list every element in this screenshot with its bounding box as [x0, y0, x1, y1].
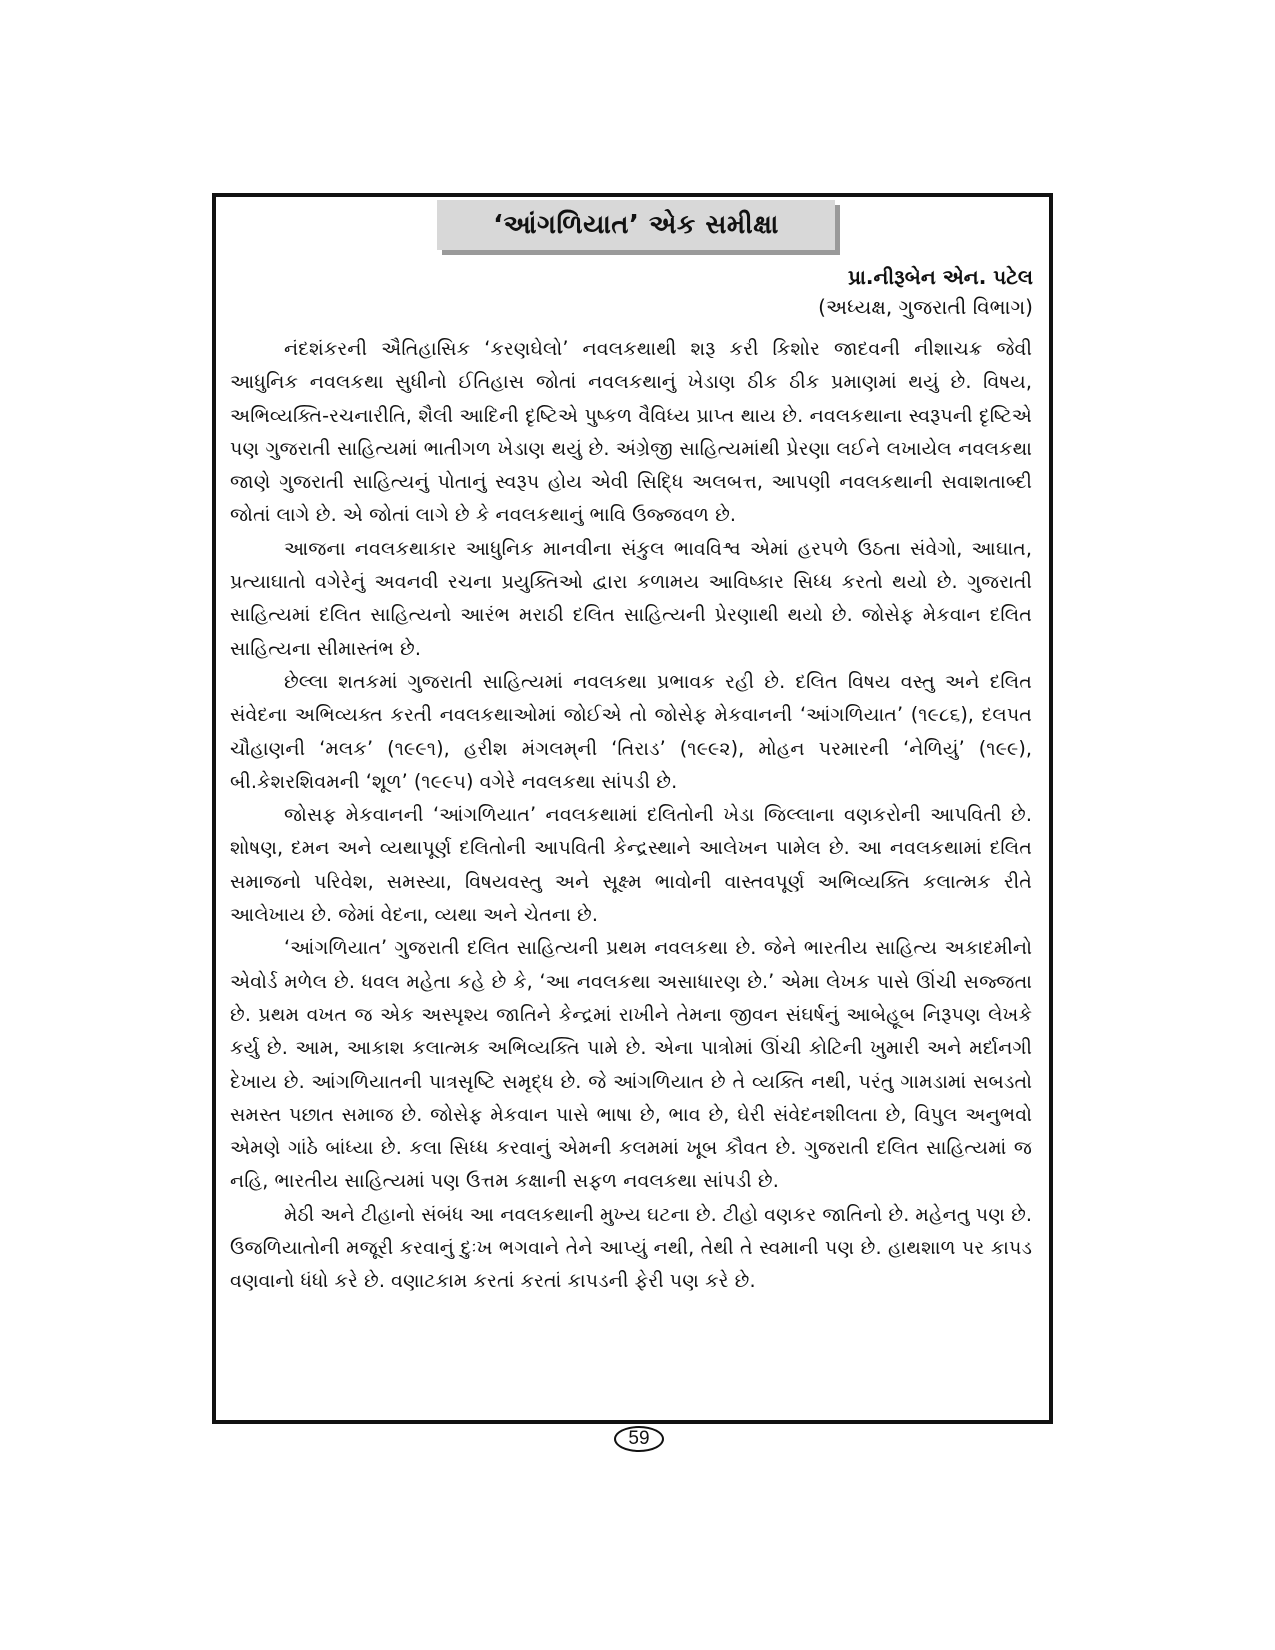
- author-department: (અધ્યક્ષ, ગુજરાતી વિભાગ): [818, 295, 1033, 319]
- title-banner: [437, 200, 835, 250]
- paragraph: છેલ્લા શતકમાં ગુજરાતી સાહિત્યમાં નવલકથા પ્રભાવક રહી છે. દલિત વિષય વસ્તુ અને દલિત સંવેદના અભિવ્યક્ત કરતી નવલકથાઓમાં જોઈએ તો જોસેફ મેકવાનની ‘આંગળિયાત’ (૧૯૮૬), દલપત ચૌહાણની ‘મલક’ (૧૯૯૧), હરીશ મંગલમ્‌ની ‘તિરાડ’ (૧૯૯૨), મોહન પરમારની ‘નેળિયું’ (૧૯૯), બી.કેશરશિવમની ‘શૂળ’ (૧૯૯૫) વગેરે નવલકથા સાંપડી છે.: [230, 669, 1032, 793]
- page-number: 59: [614, 1426, 664, 1452]
- paragraph: જોસફ મેકવાનની ‘આંગળિયાત’ નવલકથામાં દલિતોની ખેડા જિલ્લાના વણકરોની આપવિતી છે. શોષણ, દમન અને વ્યથાપૂર્ણ દલિતોની આપવિતી કેન્દ્રસ્થાને આલેખન પામેલ છે. આ નવલકથામાં દલિત સમાજનો પરિવેશ, સમસ્યા, વિષયવસ્તુ અને સૂક્ષ્મ ભાવોની વાસ્તવપૂર્ણ અભિવ્યક્તિ કલાત્મક રીતે આલેખાય છે. જેમાં વેદના, વ્યથા અને ચેતના છે.: [230, 803, 1032, 927]
- article-title: ‘આંગળિયાત’ એક સમીક્ષા: [493, 209, 779, 240]
- article-body: [230, 332, 1032, 1298]
- paragraph: ‘આંગળિયાત’ ગુજરાતી દલિત સાહિત્યની પ્રથમ નવલકથા છે. જેને ભારતીય સાહિત્ય અકાદમીનો એવોર્ડ મળેલ છે. ધવલ મહેતા કહે છે કે, ‘આ નવલકથા અસાધારણ છે.’ એમા લેખક પાસે ઊંચી સજ્જતા છે. પ્રથમ વખત જ એક અસ્પૃશ્ય જાતિને કેન્દ્રમાં રાખીને તેમના જીવન સંઘર્ષનું આબેહૂબ નિરૂપણ લેખકે કર્યુ છે. આમ, આકાશ કલાત્મક અભિવ્યક્તિ પામે છે. એના પાત્રોમાં ઊંચી કોટિની ખુમારી અને મર્દાનગી દેખાય છે. આંગળિયાતની પાત્રસૃષ્ટિ સમૃદ્ધ છે. જે આંગળિયાત છે તે વ્યક્તિ નથી, પરંતુ ગામડામાં સબડતો સમસ્ત પછાત સમાજ છે. જોસેફ મેકવાન પાસે ભાષા છે, ભાવ છે, ઘેરી સંવેદનશીલતા છે, વિપુલ અનુભવો એમણે ગાંઠે બાંધ્યા છે. કલા સિધ્ધ કરવાનું એમની કલમમાં ખૂબ કૌવત છે. ગુજરાતી દલિત સાહિત્યમાં જ નહિ, ભારતીય સાહિત્યમાં પણ ઉત્તમ કક્ષાની સફળ નવલકથા સાંપડી છે.: [230, 936, 1032, 1193]
- paragraph: નંદશંકરની ઐતિહાસિક ‘કરણઘેલો’ નવલકથાથી શરૂ કરી કિશોર જાદવની નીશાચક્ર જેવી આધુનિક નવલકથા સુધીનો ઈતિહાસ જોતાં નવલકથાનું ખેડાણ ઠીક ઠીક પ્રમાણમાં થયું છે. વિષય, અભિવ્યક્તિ-રચનારીતિ, શૈલી આદિની દૃષ્ટિએ પુષ્કળ વૈવિધ્ય પ્રાપ્ત થાય છે. નવલકથાના સ્વરૂપની દૃષ્ટિએ પણ ગુજરાતી સાહિત્યમાં ભાતીગળ ખેડાણ થયું છે. અંગ્રેજી સાહિત્યમાંથી પ્રેરણા લઈને લખાયેલ નવલકથા જાણે ગુજરાતી સાહિત્યનું પોતાનું સ્વરૂપ હોય એવી સિદ્ધિ અલબત્ત, આપણી નવલકથાની સવાશતાબ્દી જોતાં લાગે છે. એ જોતાં લાગે છે કે નવલકથાનું ભાવિ ઉજ્જવળ છે.: [230, 337, 1032, 527]
- paragraph: મેઠી અને ટીહાનો સંબંધ આ નવલકથાની મુખ્ય ઘટના છે. ટીહો વણકર જાતિનો છે. મહેનતુ પણ છે. ઉજળિયાતોની મજૂરી કરવાનું દુઃખ ભગવાને તેને આપ્યું નથી, તેથી તે સ્વમાની પણ છે. હાથશાળ પર કાપડ વણવાનો ધંધો કરે છે. વણાટકામ કરતાં કરતાં કાપડની ફેરી પણ કરે છે.: [230, 1202, 1032, 1293]
- byline: [818, 262, 1033, 322]
- paragraph: આજના નવલકથાકાર આધુનિક માનવીના સંકુલ ભાવવિશ્વ એમાં હરપળે ઉઠતા સંવેગો, આઘાત, પ્રત્યાઘાતો વગેરેનું અવનવી રચના પ્રયુક્તિઓ દ્વારા કળામય આવિષ્કાર સિધ્ધ કરતો થયો છે. ગુજરાતી સાહિત્યમાં દલિત સાહિત્યનો આરંભ મરાઠી દલિત સાહિત્યની પ્રેરણાથી થયો છે. જોસેફ મેકવાન દલિત સાહિત્યના સીમાસ્તંભ છે.: [230, 536, 1032, 660]
- author-name: પ્રા.નીરૂબેન એન. પટેલ: [848, 265, 1033, 289]
